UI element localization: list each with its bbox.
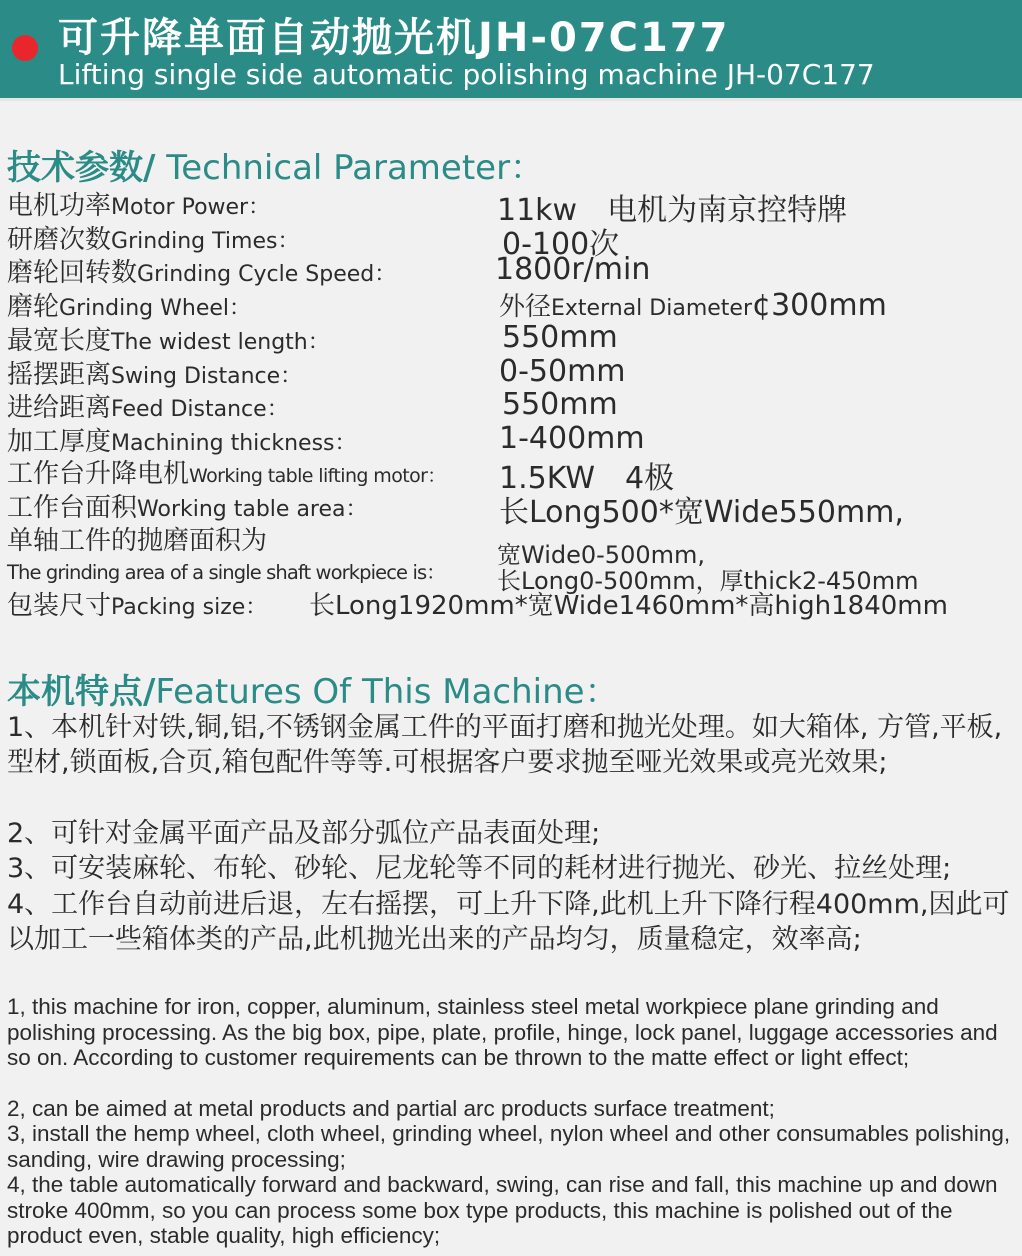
param-label-en: Working table area： [137,497,368,522]
param-label-cn: 研磨次数 [7,225,112,255]
param-label-cn: 工作台升降电机 [7,459,190,489]
param-value: 0-100次 [502,227,620,262]
feature-cn-4: 4、工作台自动前进后退，左右摇摆，可上升下降,此机上升下降行程400mm,因此可以加工一些箱体类的产品,此机抛光出来的产品均匀，质量稳定，效率高; [7,889,1010,955]
param-label-cn: 磨轮回转数 [7,258,138,288]
param-label-cn: 电机功率 [7,191,112,221]
param-label-cn: 磨轮 [7,292,60,322]
param-value: 550mm [502,320,618,355]
param-value: 550mm [502,387,618,422]
param-value: 长Long500*宽Wide550mm, [499,495,904,530]
param-value: 1800r/min [495,252,651,287]
feature-en-4: 4, the table automatically forward and backward, swing, can rise and fall, this machine up and down stroke 400mm, so you can process some box type products, this machine is polished out of the product even, stable quality, high efficiency; [7,1172,998,1248]
param-value-cn: 外径 [499,292,552,322]
page-title-cn: 可升降单面自动抛光机JH-07C177 [58,15,730,61]
param-value-num: ¢300mm [752,288,887,323]
param-value: 11kw 电机为南京控特牌 [497,193,848,228]
page-title-en: Lifting single side automatic polishing machine JH-07C177 [58,58,875,91]
tech-heading-en: Technical Parameter： [155,148,545,188]
feature-en-1: 1, this machine for iron, copper, aluminum, stainless steel metal workpiece plane grinding and polishing processing. As the big box, pipe, plate, profile, hinge, lock panel, luggage accessories and so on. According to customer requirements can be thrown to the matte effect or light effect; [7,994,998,1070]
param-value-en: External Diameter [551,296,752,321]
param-label-en: Machining thickness： [111,431,357,456]
param-label-cn: 加工厚度 [7,427,112,457]
single-shaft-value-1: 宽Wide0-500mm, [497,541,705,569]
param-label-en: Grinding Times： [111,229,300,254]
param-label-en: Working table lifting motor： [189,465,446,487]
param-value: 1-400mm [499,421,645,456]
features-heading [7,664,619,713]
header-banner [0,0,1022,101]
feature-cn-3: 3、可安装麻轮、布轮、砂轮、尼龙轮等不同的耗材进行抛光、砂光、拉丝处理; [7,853,952,884]
feature-en-3: 3, install the hemp wheel, cloth wheel, grinding wheel, nylon wheel and other consumables polishing, sanding, wire drawing processing; [7,1121,1011,1172]
feature-en-2: 2, can be aimed at metal products and partial arc products surface treatment; [7,1096,775,1121]
feature-cn-1: 1、本机针对铁,铜,铝,不锈钢金属工件的平面打磨和抛光处理。如大箱体, 方管,平板,型材,锁面板,合页,箱包配件等等.可根据客户要求抛至哑光效果或亮光效果; [7,712,1003,778]
param-label-en: Feed Distance： [111,397,289,422]
param-label-en: Swing Distance： [111,364,303,389]
packing-value: 长Long1920mm*宽Wide1460mm*高high1840mm [309,591,948,621]
features-heading-en: Features Of This Machine： [155,672,619,712]
param-value: 1.5KW 4极 [499,461,675,496]
param-label-cn: 最宽长度 [7,326,112,356]
tech-heading [7,140,544,189]
single-shaft-label-en: The grinding area of a single shaft workpiece is： [7,561,445,584]
param-label-en: Motor Power： [111,195,271,220]
packing-label-cn: 包装尺寸 [7,591,112,621]
param-value [499,286,887,323]
param-label-cn: 摇摆距离 [7,360,112,390]
param-label-cn: 工作台面积 [7,493,138,523]
param-label-cn: 进给距离 [7,393,112,423]
single-shaft-label-cn: 单轴工件的抛磨面积为 [7,526,268,556]
packing-label-en: Packing size： [111,595,268,620]
param-label-en: The widest length： [111,330,330,355]
feature-cn-2: 2、可针对金属平面产品及部分弧位产品表面处理; [7,818,601,849]
tech-heading-cn: 技术参数/ [7,148,156,188]
param-label-en: Grinding Cycle Speed： [137,262,397,287]
param-value: 0-50mm [499,354,626,389]
features-heading-cn: 本机特点/ [7,672,156,712]
single-shaft-value-2: 长Long0-500mm，厚thick2-450mm [497,567,919,595]
red-dot-icon [12,35,38,61]
param-label-en: Grinding Wheel： [59,296,252,321]
